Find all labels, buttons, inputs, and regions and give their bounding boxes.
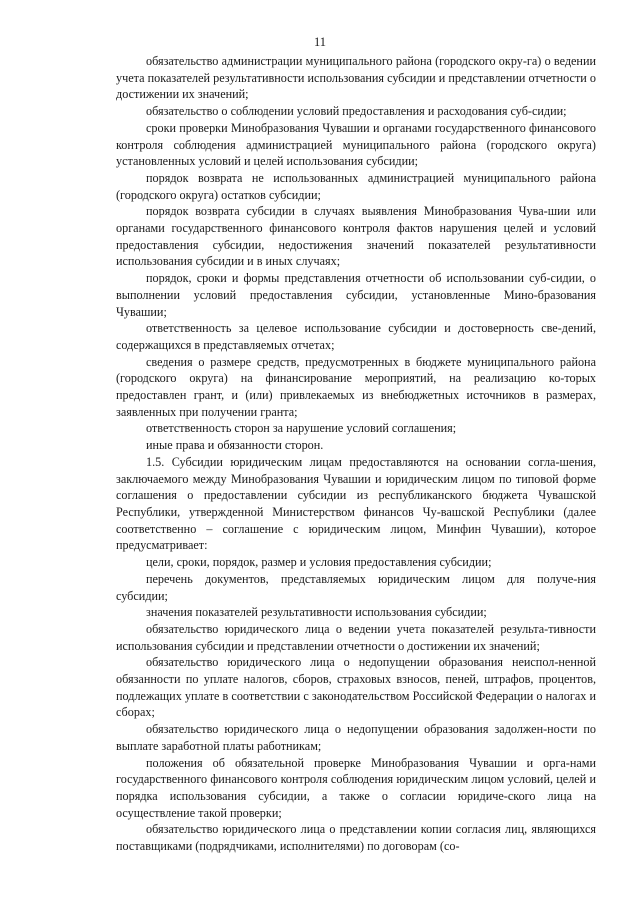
paragraph: обязательство юридического лица о ведении учета показателей результа-тивности использования субсидии и представлении отчетности о достижении их значений;	[116, 621, 596, 653]
paragraph: обязательство администрации муниципального района (городского окру-га) о ведении учета показателей результативности использования субсидии и представлении отчетности о достижении их значений;	[116, 54, 596, 102]
paragraph: ответственность сторон за нарушение условий соглашения;	[146, 421, 457, 436]
paragraph: порядок, сроки и формы представления отчетности об использовании суб-сидии, о выполнении условий предоставления субсидии, установленные Мино-бразования Чувашии;	[116, 271, 596, 319]
paragraph: порядок возврата не использованных администрацией муниципального района (городского округа) остатков субсидии;	[116, 170, 596, 202]
paragraph: сведения о размере средств, предусмотренных в бюджете муниципального района (городского округа) на финансирование мероприятий, на реализацию ко-торых предоставлен грант, и (или) привлекаемых из внебюджетных источников в размерах, заявленных при получении гранта;	[116, 354, 596, 419]
paragraph: иные права и обязанности сторон.	[146, 438, 324, 453]
paragraph: ответственность за целевое использование субсидии и достоверность све-дений, содержащихся в представляемых отчетах;	[116, 321, 596, 352]
paragraph: цели, сроки, порядок, размер и условия предоставления субсидии;	[146, 555, 492, 570]
document-body	[116, 53, 596, 855]
paragraph: обязательство юридического лица о недопущении образования неиспол-ненной обязанности по уплате налогов, сборов, страховых взносов, пеней, штрафов, процентов, подлежащих уплате в соответствии с законодательством Российской Федерации о налогах и сборах;	[116, 655, 596, 720]
paragraph: обязательство юридического лица о представлении копии согласия лиц, являющихся поставщиками (подрядчиками, исполнителями) по договорам (со-	[116, 822, 596, 854]
paragraph: порядок возврата субсидии в случаях выявления Минобразования Чува-шии или органами государственного финансового контроля фактов нарушения целей и условий предоставления субсидии, недостижения значений показателей результативности использования субсидии и в иных случаях;	[116, 204, 596, 269]
paragraph: 1.5. Субсидии юридическим лицам предоставляются на основании согла-шения, заключаемого между Минобразования Чувашии и юридическим лицом по типовой форме соглашения о предоставлении субсидии из республиканского бюджета Чувашской Республики, утвержденной Министерством финансов Чу-вашской Республики (далее соответственно – соглашение с юридическим лицом, Минфин Чувашии), которое предусматривает:	[116, 454, 596, 553]
paragraph: обязательство юридического лица о недопущении образования задолжен-ности по выплате заработной платы работникам;	[116, 722, 596, 753]
paragraph: перечень документов, представляемых юридическим лицом для получе-ния субсидии;	[116, 571, 596, 603]
paragraph: сроки проверки Минобразования Чувашии и органами государственного финансового контроля соблюдения администрацией муниципального района (городского округа) установленных условий и целей использования субсидии;	[116, 120, 596, 169]
paragraph: значения показателей результативности использования субсидии;	[146, 605, 487, 620]
paragraph: обязательство о соблюдении условий предоставления и расходования суб-сидии;	[146, 104, 567, 119]
page-number: 11	[313, 35, 327, 49]
paragraph: положения об обязательной проверке Минобразования Чувашии и орга-нами государственного финансового контроля соблюдения юридическим лицом условий, целей и порядка использования субсидии, а также о согласии юридиче-ского лица на осуществление такой проверки;	[116, 755, 596, 820]
